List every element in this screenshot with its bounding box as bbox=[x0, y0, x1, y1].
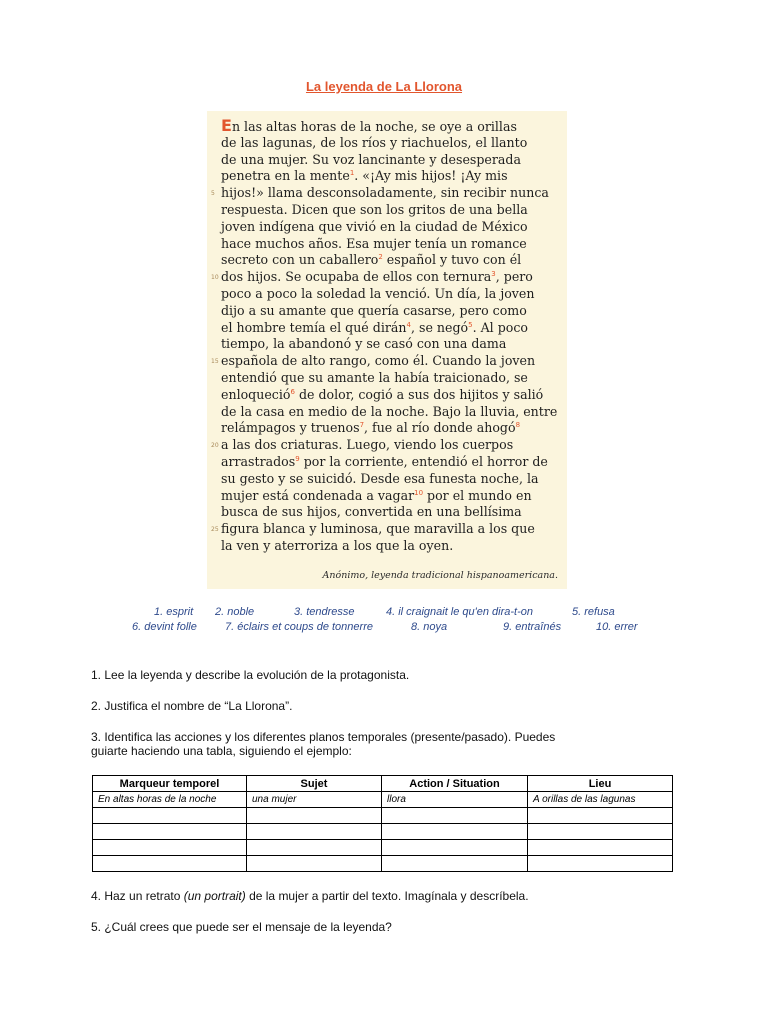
legend-line: secreto con un caballero$^2$ español y tuvo con él bbox=[221, 252, 522, 268]
question-4-start: 4. Haz un retrato bbox=[91, 889, 184, 903]
line-number: 10 bbox=[211, 274, 219, 281]
legend-line: En las altas horas de la noche, se oye a orillas bbox=[221, 116, 517, 135]
legend-source: Anónimo, leyenda tradicional hispanoamericana. bbox=[322, 570, 558, 581]
table-row bbox=[93, 824, 673, 840]
legend-paragraph bbox=[221, 118, 563, 555]
legend-line: busca de sus hijos, convertida en una bellísima bbox=[221, 504, 522, 520]
column-header: Marqueur temporel bbox=[93, 776, 247, 792]
footnote-marker: 3 bbox=[491, 269, 496, 278]
glossary-item: 2. noble bbox=[215, 606, 255, 618]
legend-line: de las lagunas, de los ríos y riachuelos, el llanto bbox=[221, 134, 528, 150]
table-row bbox=[93, 840, 673, 856]
glossary-item: 9. entraînés bbox=[503, 621, 562, 633]
question-2: 2. Justifica el nombre de “La Llorona”. bbox=[91, 699, 293, 713]
glossary-item: 5. refusa bbox=[572, 606, 615, 618]
question-4-italic: (un portrait) bbox=[183, 889, 246, 903]
footnote-marker: 7 bbox=[359, 421, 365, 430]
glossary-item: 10. errer bbox=[596, 621, 638, 633]
legend-line: penetra en la mente$^1$. «¡Ay mis hijos! ¡Ay mis bbox=[221, 168, 508, 184]
column-header: Sujet bbox=[247, 776, 382, 792]
table-cell bbox=[247, 840, 382, 856]
table-cell: llora bbox=[382, 792, 528, 808]
table-cell bbox=[93, 808, 247, 824]
legend-line: de una mujer. Su voz lancinante y desesperada bbox=[221, 151, 521, 167]
question-4 bbox=[91, 889, 529, 903]
table-cell bbox=[382, 840, 528, 856]
glossary-item: 4. il craignait le qu'en dira-t-on bbox=[386, 606, 534, 618]
table-cell bbox=[528, 808, 673, 824]
footnote-marker: 2 bbox=[378, 253, 383, 262]
drop-cap: E bbox=[221, 116, 232, 135]
question-1: 1. Lee la leyenda y describe la evolución de la protagonista. bbox=[91, 668, 410, 682]
legend-line: mujer está condenada a vagar$^{10}$ por el mundo en bbox=[221, 487, 532, 503]
footnote-marker: 9 bbox=[295, 454, 300, 463]
line-number: 20 bbox=[211, 442, 219, 449]
legend-line: hijos!» llama desconsoladamente, sin recibir nunca bbox=[221, 185, 549, 201]
legend-line: entendió que su amante la había traicionado, se bbox=[221, 369, 528, 385]
footnote-marker: 10 bbox=[414, 488, 424, 497]
legend-line: tiempo, la abandonó y se casó con una dama bbox=[221, 336, 507, 352]
glossary-item: 7. éclairs et coups de tonnerre bbox=[225, 621, 373, 633]
legend-line: dos hijos. Se ocupaba de ellos con ternura$^3$, pero bbox=[221, 269, 533, 285]
question-4-end: de la mujer a partir del texto. Imagínala y descríbela. bbox=[245, 889, 529, 903]
footnote-marker: 5 bbox=[468, 320, 473, 329]
legend-line: arrastrados$^9$ por la corriente, entendió el horror de bbox=[221, 453, 548, 469]
table-cell: una mujer bbox=[247, 792, 382, 808]
legend-text-box bbox=[207, 111, 567, 589]
table-header-row bbox=[93, 776, 673, 792]
legend-line: la ven y aterroriza a los que la oyen. bbox=[221, 537, 454, 553]
table-cell bbox=[382, 856, 528, 872]
table-cell bbox=[528, 840, 673, 856]
table-cell bbox=[93, 856, 247, 872]
legend-line: de la casa en medio de la noche. Bajo la lluvia, entre bbox=[221, 403, 558, 419]
column-header: Action / Situation bbox=[382, 776, 528, 792]
legend-line: su gesto y se suicidó. Desde esa funesta noche, la bbox=[221, 470, 539, 486]
table-cell bbox=[528, 824, 673, 840]
legend-line: enloqueció$^6$ de dolor, cogió a sus dos hijitos y salió bbox=[221, 386, 544, 402]
glossary-item: 6. devint folle bbox=[132, 621, 197, 633]
table-cell bbox=[382, 824, 528, 840]
legend-line: relámpagos y truenos$^7$, fue al río donde ahogó$^8$ bbox=[221, 420, 521, 436]
legend-line: joven indígena que vivió en la ciudad de México bbox=[221, 218, 528, 234]
glossary-item: 8. noya bbox=[411, 621, 448, 633]
legend-line: respuesta. Dicen que son los gritos de una bella bbox=[221, 201, 528, 217]
page-title: La leyenda de La Llorona bbox=[305, 79, 463, 94]
legend-line: el hombre temía el qué dirán$^4$, se negó$^5$. Al poco bbox=[221, 319, 528, 335]
table-cell bbox=[247, 808, 382, 824]
legend-line: española de alto rango, como él. Cuando la joven bbox=[221, 353, 536, 369]
legend-line: a las dos criaturas. Luego, viendo los cuerpos bbox=[221, 437, 514, 453]
footnote-marker: 4 bbox=[406, 320, 411, 329]
legend-line: hace muchos años. Esa mujer tenía un romance bbox=[221, 235, 527, 251]
table-cell bbox=[528, 856, 673, 872]
question-3-line-1: 3. Identifica las acciones y los diferentes planos temporales (presente/pasado). Puedes bbox=[91, 730, 556, 744]
table-cell bbox=[382, 808, 528, 824]
column-header: Lieu bbox=[528, 776, 673, 792]
legend-line: figura blanca y luminosa, que maravilla a los que bbox=[221, 521, 535, 537]
table-cell bbox=[247, 824, 382, 840]
line-number: 5 bbox=[211, 190, 215, 197]
table-row bbox=[93, 792, 673, 808]
legend-line: poco a poco la soledad la venció. Un día, la joven bbox=[221, 285, 535, 301]
line-number: 15 bbox=[211, 358, 219, 365]
line-number: 25 bbox=[211, 526, 219, 533]
table-cell bbox=[93, 840, 247, 856]
footnote-marker: 6 bbox=[290, 387, 295, 396]
table-row bbox=[93, 856, 673, 872]
table-cell: A orillas de las lagunas bbox=[528, 792, 673, 808]
footnote-marker: 1 bbox=[349, 169, 355, 178]
question-3-line-2: guiarte haciendo una tabla, siguiendo el ejemplo: bbox=[91, 744, 352, 758]
example-table bbox=[92, 775, 673, 872]
glossary-item: 1. esprit bbox=[154, 606, 194, 618]
table-row bbox=[93, 808, 673, 824]
table-cell: En altas horas de la noche bbox=[93, 792, 247, 808]
footnote-marker: 8 bbox=[515, 421, 521, 430]
glossary-item: 3. tendresse bbox=[294, 606, 355, 618]
table-cell bbox=[93, 824, 247, 840]
legend-line: dijo a su amante que quería casarse, pero como bbox=[221, 302, 527, 318]
question-5: 5. ¿Cuál crees que puede ser el mensaje de la leyenda? bbox=[91, 920, 392, 934]
table-cell bbox=[247, 856, 382, 872]
